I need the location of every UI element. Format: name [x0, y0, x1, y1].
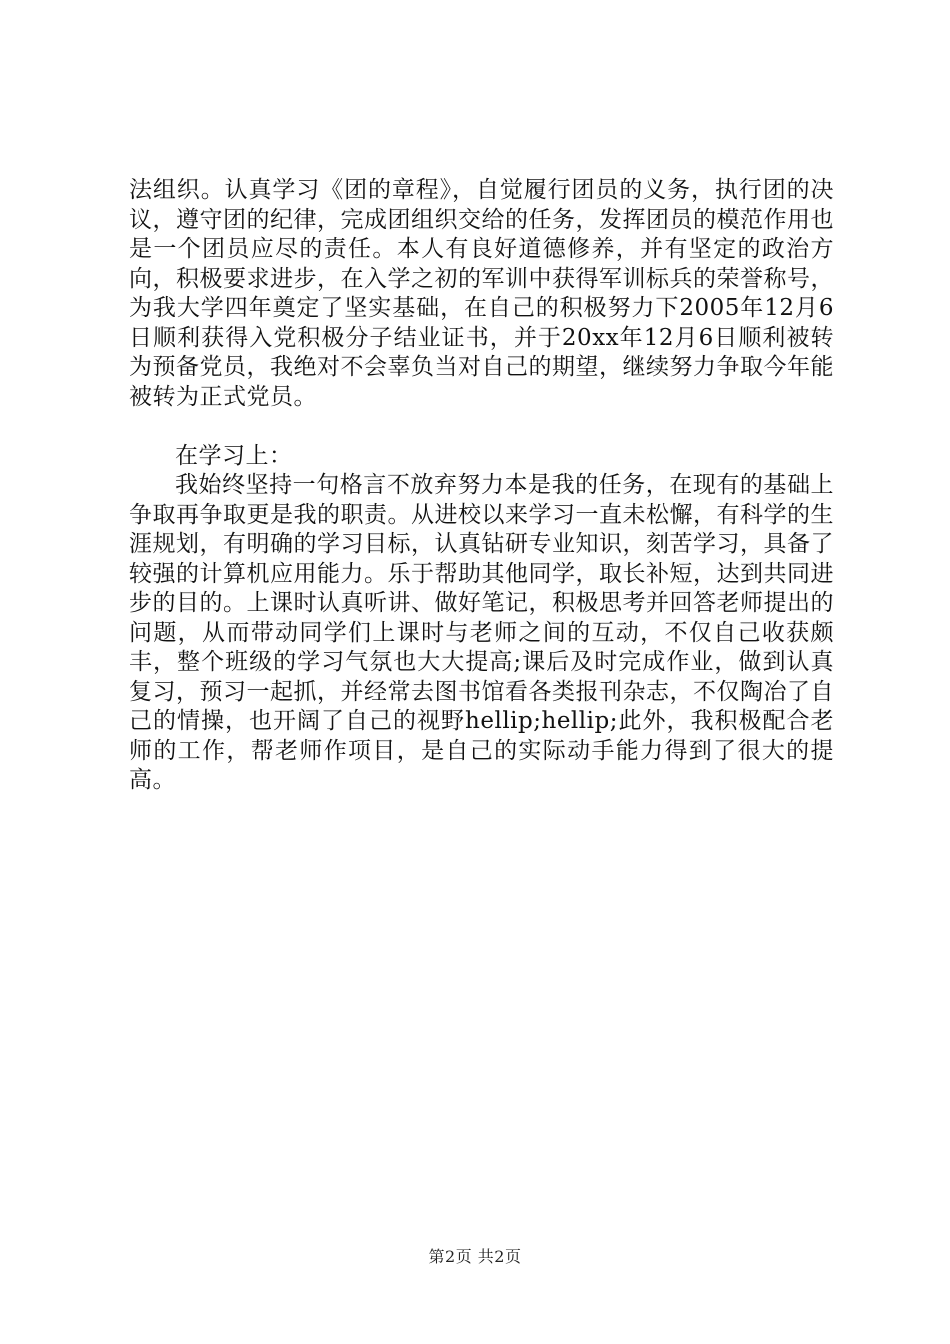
document-body	[129, 176, 834, 796]
page-number-footer: 第2页 共2页	[428, 1247, 522, 1266]
section-heading-study: 在学习上：	[175, 442, 293, 469]
paragraph-study: 我始终坚持一句格言不放弃努力本是我的任务，在现有的基础上争取再争取更是我的职责。从进校以来学习一直未松懈，有科学的生涯规划，有明确的学习目标，认真钻研专业知识，刻苦学习，具备了较强的计算机应用能力。乐于帮助其他同学，取长补短，达到共同进步的目的。上课时认真听讲、做好笔记，积极思考并回答老师提出的问题，从而带动同学们上课时与老师之间的互动，不仅自己收获颇丰，整个班级的学习气氛也大大提高;课后及时完成作业，做到认真复习，预习一起抓，并经常去图书馆看各类报刊杂志，不仅陶冶了自己的情操，也开阔了自己的视野hellip;hellip;此外，我积极配合老师的工作，帮老师作项目，是自己的实际动手能力得到了很大的提高。	[129, 472, 834, 793]
paragraph-party-membership: 法组织。认真学习《团的章程》，自觉履行团员的义务，执行团的决议，遵守团的纪律，完成团组织交给的任务，发挥团员的模范作用也是一个团员应尽的责任。本人有良好道德修养，并有坚定的政治方向，积极要求进步，在入学之初的军训中获得军训标兵的荣誉称号，为我大学四年奠定了坚实基础，在自己的积极努力下2005年12月6日顺利获得入党积极分子结业证书，并于20xx年12月6日顺利被转为预备党员，我绝对不会辜负当对自己的期望，继续努力争取今年能被转为正式党员。	[129, 177, 834, 410]
paragraph-spacer	[129, 412, 834, 442]
